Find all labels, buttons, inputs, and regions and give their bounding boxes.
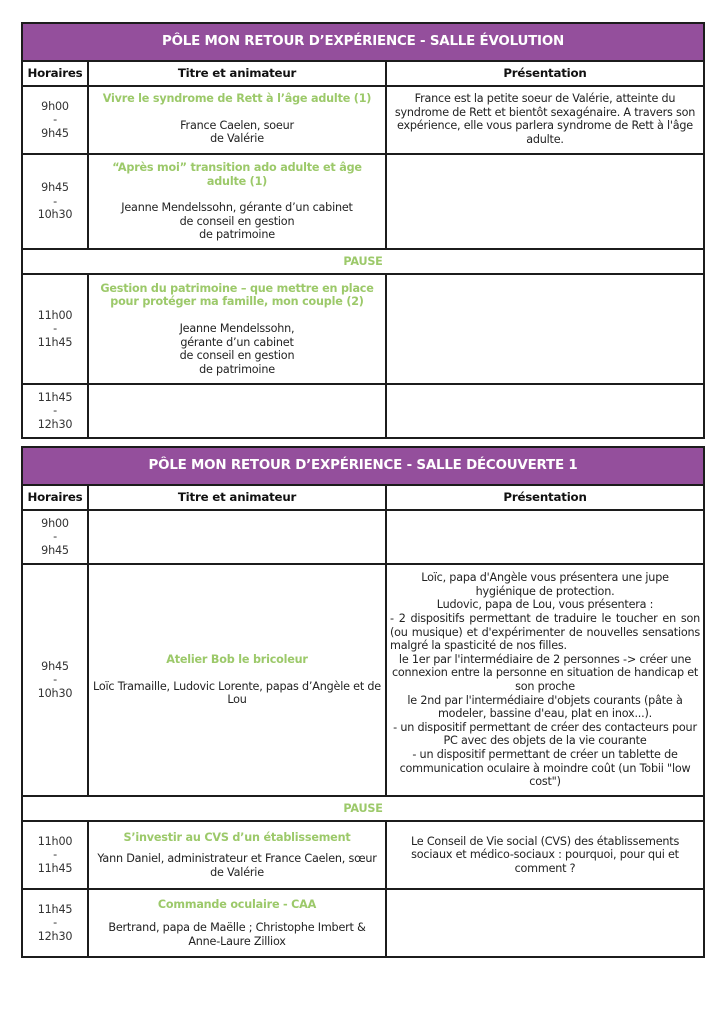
time-start: 9h45: [41, 181, 69, 195]
session-cell: [88, 274, 386, 384]
time-cell: [22, 821, 88, 889]
table-row: [22, 86, 704, 154]
time-separator: -: [53, 530, 57, 544]
table-row: [22, 274, 704, 384]
column-header-presentation: Présentation: [386, 485, 704, 510]
speaker-line: de patrimoine: [199, 362, 275, 376]
session-title: Gestion du patrimoine – que mettre en place pour protéger ma famille, mon couple (2): [100, 281, 374, 309]
speaker-line: de conseil en gestion: [179, 214, 295, 228]
time-separator: -: [53, 673, 57, 687]
time-separator: -: [53, 322, 57, 336]
time-cell: [22, 274, 88, 384]
time-start: 9h00: [41, 516, 69, 530]
session-title: Commande oculaire - CAA: [157, 897, 317, 911]
speaker-line: Jeanne Mendelssohn, gérante d’un cabinet: [121, 201, 353, 215]
table-row: [22, 154, 704, 249]
speaker-line: de patrimoine: [199, 228, 275, 242]
time-cell: [22, 510, 88, 564]
section-title: PÔLE MON RETOUR D’EXPÉRIENCE - SALLE ÉVOLUTION: [22, 23, 704, 61]
time-separator: -: [53, 848, 57, 862]
time-separator: -: [53, 113, 57, 127]
time-separator: -: [53, 194, 57, 208]
time-end: 11h45: [37, 335, 73, 349]
section-banner: [22, 23, 704, 61]
pause-label: PAUSE: [22, 796, 704, 821]
session-cell: [88, 564, 386, 796]
presentation-line: le 2nd par l'intermédiaire d'objets courants (pâte à modeler, bassine d'eau, plat en inox...).: [407, 693, 683, 721]
presentation-cell: Le Conseil de Vie social (CVS) des établissements sociaux et médico-sociaux : pourquoi, pour qui et comment ?: [386, 821, 704, 889]
session-title: “Après moi” transition ado adulte et âge adulte (1): [112, 161, 362, 188]
session-cell: [88, 821, 386, 889]
presentation-cell: [386, 274, 704, 384]
section-title: PÔLE MON RETOUR D’EXPÉRIENCE - SALLE DÉCOUVERTE 1: [22, 447, 704, 485]
presentation-line: - un dispositif permettant de créer un tablette de communication oculaire à moindre coût (un Tobii "low cost"): [399, 747, 691, 789]
column-header-title: Titre et animateur: [88, 61, 386, 86]
schedule-table-salle-evolution: [21, 22, 705, 439]
time-start: 11h45: [37, 902, 73, 916]
speaker-line: de conseil en gestion: [179, 349, 295, 363]
speaker-line: Jeanne Mendelssohn,: [179, 321, 295, 335]
presentation-line: Loïc, papa d'Angèle vous présentera une jupe hygiénique de protection.: [421, 571, 669, 598]
table-row: [22, 510, 704, 564]
time-end: 9h45: [41, 126, 69, 140]
time-end: 12h30: [37, 929, 73, 943]
session-cell: [88, 384, 386, 438]
section-banner: [22, 447, 704, 485]
time-end: 9h45: [41, 543, 69, 557]
time-end: 11h45: [37, 861, 73, 875]
presentation-cell: [386, 154, 704, 249]
time-separator: -: [53, 404, 57, 418]
time-cell: [22, 384, 88, 438]
presentation-cell: [386, 510, 704, 564]
time-end: 10h30: [37, 208, 73, 222]
speaker-line: de Valérie: [210, 132, 264, 146]
column-header-times: Horaires: [22, 61, 88, 86]
pause-row: [22, 249, 704, 274]
table-row: [22, 889, 704, 957]
presentation-line: - 2 dispositifs permettant de traduire le toucher en son (ou musique) et d'expérimenter de nouvelles sensations malgré la spasticité de nos filles.: [390, 612, 701, 653]
session-title: Atelier Bob le bricoleur: [166, 653, 308, 667]
pause-row: [22, 796, 704, 821]
time-start: 11h45: [37, 390, 73, 404]
speaker-line: France Caelen, soeur: [180, 118, 294, 132]
time-start: 11h00: [37, 308, 73, 322]
session-cell: [88, 510, 386, 564]
table-row: [22, 821, 704, 889]
time-end: 12h30: [37, 417, 73, 431]
presentation-line: - un dispositif permettant de créer des contacteurs pour PC avec des objets de la vie courante: [393, 720, 697, 748]
column-header-presentation: Présentation: [386, 61, 704, 86]
time-cell: [22, 154, 88, 249]
presentation-cell: [386, 564, 704, 796]
column-header-row: [22, 61, 704, 86]
table-row: [22, 564, 704, 796]
time-cell: [22, 889, 88, 957]
speaker-line: Loïc Tramaille, Ludovic Lorente, papas d’Angèle et de Lou: [93, 679, 381, 707]
speaker-line: Bertrand, papa de Maëlle ; Christophe Imbert & Anne-Laure Zilliox: [108, 921, 366, 948]
presentation-cell: France est la petite soeur de Valérie, atteinte du syndrome de Rett et bientôt sexagénaire. A travers son expérience, elle vous parlera syndrome de Rett à l'âge adulte.: [386, 86, 704, 154]
speaker-line: Yann Daniel, administrateur et France Caelen, sœur de Valérie: [97, 852, 377, 879]
speaker-line: gérante d’un cabinet: [180, 335, 294, 349]
table-row: [22, 384, 704, 438]
session-cell: [88, 86, 386, 154]
time-cell: [22, 564, 88, 796]
session-title: Vivre le syndrome de Rett à l’âge adulte (1): [102, 92, 372, 105]
presentation-cell: [386, 889, 704, 957]
time-start: 11h00: [37, 834, 73, 848]
column-header-row: [22, 485, 704, 510]
time-cell: [22, 86, 88, 154]
presentation-line: Ludovic, papa de Lou, vous présentera :: [436, 598, 654, 612]
time-start: 9h45: [41, 659, 69, 673]
presentation-line: le 1er par l'intermédiaire de 2 personnes -> créer une connexion entre la personne en situation de handicap et son proche: [391, 652, 699, 693]
column-header-times: Horaires: [22, 485, 88, 510]
session-cell: [88, 154, 386, 249]
column-header-title: Titre et animateur: [88, 485, 386, 510]
time-end: 10h30: [37, 686, 73, 700]
schedule-table-salle-decouverte-1: [21, 446, 705, 958]
presentation-cell: [386, 384, 704, 438]
time-separator: -: [53, 916, 57, 930]
session-title: S’investir au CVS d’un établissement: [123, 830, 351, 844]
session-cell: [88, 889, 386, 957]
pause-label: PAUSE: [22, 249, 704, 274]
time-start: 9h00: [41, 99, 69, 113]
